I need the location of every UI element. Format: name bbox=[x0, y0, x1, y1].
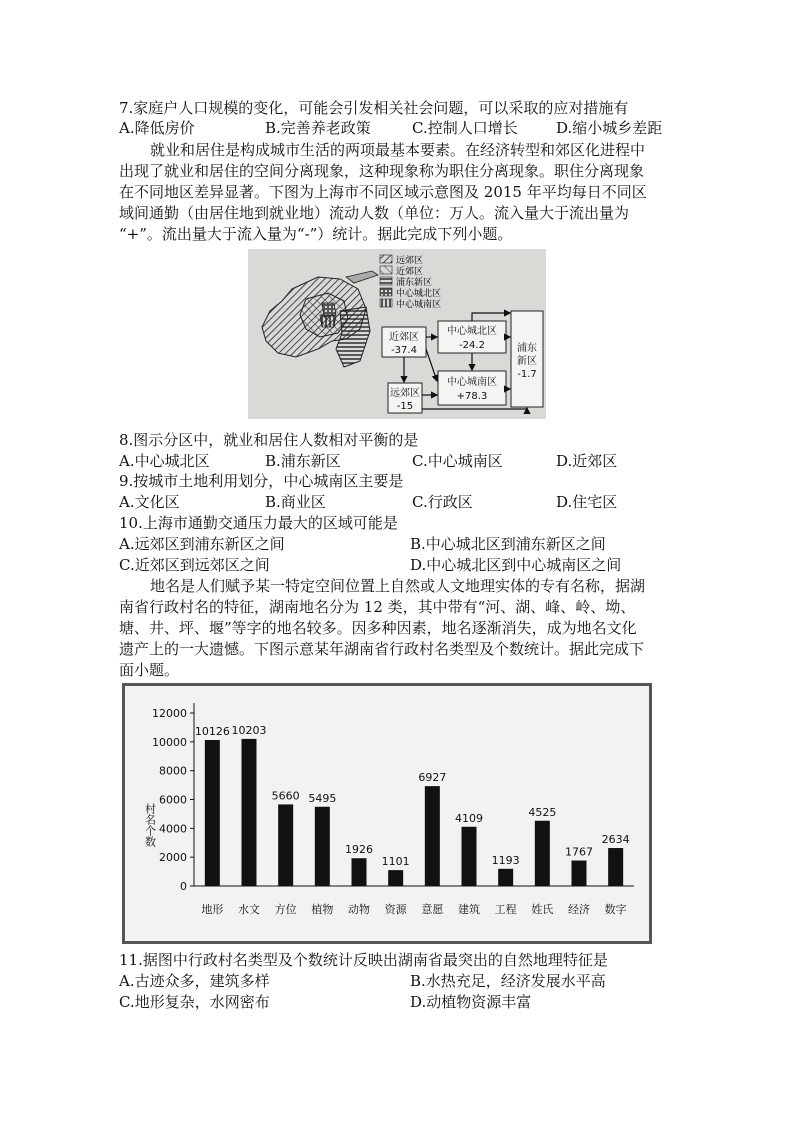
q7-option-c: C.控制人口增长 bbox=[412, 119, 518, 137]
q8-option-c: C.中心城南区 bbox=[412, 452, 503, 470]
bar bbox=[425, 786, 440, 886]
bar bbox=[388, 870, 403, 886]
question-11-stem: 11.据图中行政村名类型及个数统计反映出湖南省最突出的自然地理特征是 bbox=[119, 951, 608, 969]
bar-value-label: 4525 bbox=[528, 805, 557, 819]
question-7-stem: 7.家庭户人口规模的变化，可能会引发相关社会问题，可以采取的应对措施有 bbox=[119, 99, 629, 117]
passage2-line-2: 南省行政村名的特征，湖南地名分为 12 类，其中带有“河、湖、峰、岭、坳、 bbox=[119, 598, 636, 616]
legend-central-south: 中心城南区 bbox=[396, 300, 442, 310]
q9-option-d: D.住宅区 bbox=[556, 493, 618, 511]
passage1-line-1: 就业和居住是构成城市生活的两项最基本要素。在经济转型和郊区化进程中 bbox=[150, 141, 646, 159]
bar-value-label: 10203 bbox=[231, 723, 267, 737]
x-tick-label: 地形 bbox=[201, 903, 224, 916]
q9-option-b: B.商业区 bbox=[265, 493, 326, 511]
x-tick-label: 工程 bbox=[494, 903, 517, 916]
q10-option-b: B.中心城北区到浦东新区之间 bbox=[410, 535, 606, 553]
y-tick-label: 4000 bbox=[159, 822, 187, 836]
y-tick-label: 2000 bbox=[159, 851, 187, 865]
far-suburb-value: -15 bbox=[396, 401, 414, 412]
y-tick-label: 8000 bbox=[159, 764, 187, 778]
y-tick-label: 10000 bbox=[152, 735, 187, 749]
map-legend bbox=[380, 255, 441, 310]
islands bbox=[346, 271, 378, 283]
far-suburb-name: 远郊区 bbox=[390, 388, 420, 399]
bar bbox=[242, 739, 257, 886]
bar bbox=[352, 858, 367, 886]
central-south-region bbox=[320, 315, 336, 327]
x-tick-label: 方位 bbox=[274, 903, 297, 916]
legend-near: 近郊区 bbox=[396, 267, 424, 277]
bar bbox=[462, 827, 477, 886]
y-tick-label: 6000 bbox=[159, 793, 187, 807]
bar-value-label: 5495 bbox=[308, 791, 337, 805]
passage1-line-2: 出现了就业和居住的空间分离现象，这种现象称为职住分离现象。职住分离现象 bbox=[119, 162, 645, 180]
x-tick-label: 姓氏 bbox=[531, 903, 554, 916]
passage2-line-1: 地名是人们赋予某一特定空间位置上自然或人文地理实体的专有名称，据湖 bbox=[150, 577, 646, 595]
pudong-name-line-2: 新区 bbox=[517, 356, 537, 367]
question-8-stem: 8.图示分区中，就业和居住人数相对平衡的是 bbox=[119, 431, 419, 449]
passage1-line-4: 域间通勤（由居住地到就业地）流动人数（单位：万人。流入量大于流出量为 bbox=[119, 204, 630, 222]
q11-option-c: C.地形复杂，水网密布 bbox=[119, 993, 270, 1011]
bar-value-label: 1101 bbox=[381, 855, 410, 869]
bar bbox=[608, 848, 623, 886]
x-tick-label: 动物 bbox=[348, 903, 370, 916]
y-tick-label: 12000 bbox=[152, 707, 187, 720]
bar bbox=[535, 821, 550, 886]
y-tick-label: 0 bbox=[180, 880, 187, 893]
bar bbox=[315, 807, 330, 886]
x-tick-label: 建筑 bbox=[458, 903, 480, 916]
q10-option-c: C.近郊区到远郊区之间 bbox=[119, 556, 270, 574]
passage1-line-5: “+”。流出量大于流入量为“-”）统计。据此完成下列小题。 bbox=[119, 225, 513, 243]
x-tick-label: 意愿 bbox=[421, 903, 444, 916]
q11-option-b: B.水热充足，经济发展水平高 bbox=[410, 972, 606, 990]
q10-option-d: D.中心城北区到中心城南区之间 bbox=[410, 556, 622, 574]
bar-value-label: 1193 bbox=[491, 853, 520, 867]
central-north-value: -24.2 bbox=[459, 340, 485, 351]
x-tick-label: 经济 bbox=[568, 903, 590, 916]
legend-far: 远郊区 bbox=[396, 256, 424, 266]
shanghai-commute-figure bbox=[248, 249, 546, 419]
bar bbox=[498, 869, 513, 886]
question-9-stem: 9.按城市土地利用划分，中心城南区主要是 bbox=[119, 472, 404, 490]
near-suburb-value: -37.4 bbox=[391, 345, 417, 356]
near-suburb-name: 近郊区 bbox=[389, 332, 419, 343]
pudong-value: -1.7 bbox=[517, 369, 537, 380]
x-tick-label: 资源 bbox=[384, 903, 407, 916]
q8-option-a: A.中心城北区 bbox=[119, 452, 210, 470]
q7-option-d: D.缩小城乡差距 bbox=[556, 119, 663, 137]
q9-option-a: A.文化区 bbox=[119, 493, 180, 511]
q7-option-b: B.完善养老政策 bbox=[265, 119, 371, 137]
y-axis-label: 村名个数 bbox=[143, 803, 157, 847]
passage2-line-3: 塘、井、坪、堰”等字的地名较多。因多种因素，地名逐渐消失，成为地名文化 bbox=[119, 619, 637, 637]
question-10-stem: 10.上海市通勤交通压力最大的区域可能是 bbox=[119, 514, 398, 532]
legend-central-north: 中心城北区 bbox=[396, 289, 442, 299]
q11-option-d: D.动植物资源丰富 bbox=[410, 993, 532, 1011]
q9-option-c: C.行政区 bbox=[412, 493, 473, 511]
q7-option-a: A.降低房价 bbox=[119, 119, 195, 137]
bar-value-label: 1767 bbox=[565, 845, 593, 859]
central-south-name-text: 中心城南区 bbox=[447, 377, 497, 388]
legend-pudong: 浦东新区 bbox=[396, 278, 433, 288]
bar-chart-svg bbox=[122, 683, 652, 944]
bar-value-label: 2634 bbox=[601, 833, 630, 847]
central-north-name: 中心城北区 bbox=[447, 326, 497, 337]
bar-value-label: 10126 bbox=[194, 725, 230, 739]
q11-option-a: A.古迹众多，建筑多样 bbox=[119, 972, 270, 990]
q8-option-b: B.浦东新区 bbox=[265, 452, 341, 470]
passage1-line-3: 在不同地区差异显著。下图为上海市不同区域示意图及 2015 年平均每日不同区 bbox=[119, 183, 647, 201]
village-name-chart bbox=[122, 683, 652, 944]
x-tick-label: 植物 bbox=[311, 903, 334, 916]
x-tick-label: 水文 bbox=[238, 903, 260, 916]
bar bbox=[205, 740, 220, 886]
x-tick-label: 数字 bbox=[604, 903, 627, 916]
bar-value-label: 6927 bbox=[418, 771, 447, 785]
central-south-value: +78.3 bbox=[456, 391, 488, 402]
q8-option-d: D.近郊区 bbox=[556, 452, 618, 470]
passage2-line-5: 面小题。 bbox=[119, 661, 180, 679]
pudong-region bbox=[336, 307, 370, 367]
bar bbox=[278, 804, 293, 886]
pudong-name-line-1: 浦东 bbox=[517, 343, 537, 354]
passage2-line-4: 遗产上的一大遗憾。下图示意某年湖南省行政村名类型及个数统计。据此完成下 bbox=[119, 640, 645, 658]
bar-value-label: 4109 bbox=[455, 811, 483, 825]
bar bbox=[572, 861, 587, 886]
commute-diagram bbox=[248, 249, 546, 419]
q10-option-a: A.远郊区到浦东新区之间 bbox=[119, 535, 285, 553]
bar-value-label: 1926 bbox=[345, 843, 373, 857]
bar-value-label: 5660 bbox=[271, 789, 300, 803]
